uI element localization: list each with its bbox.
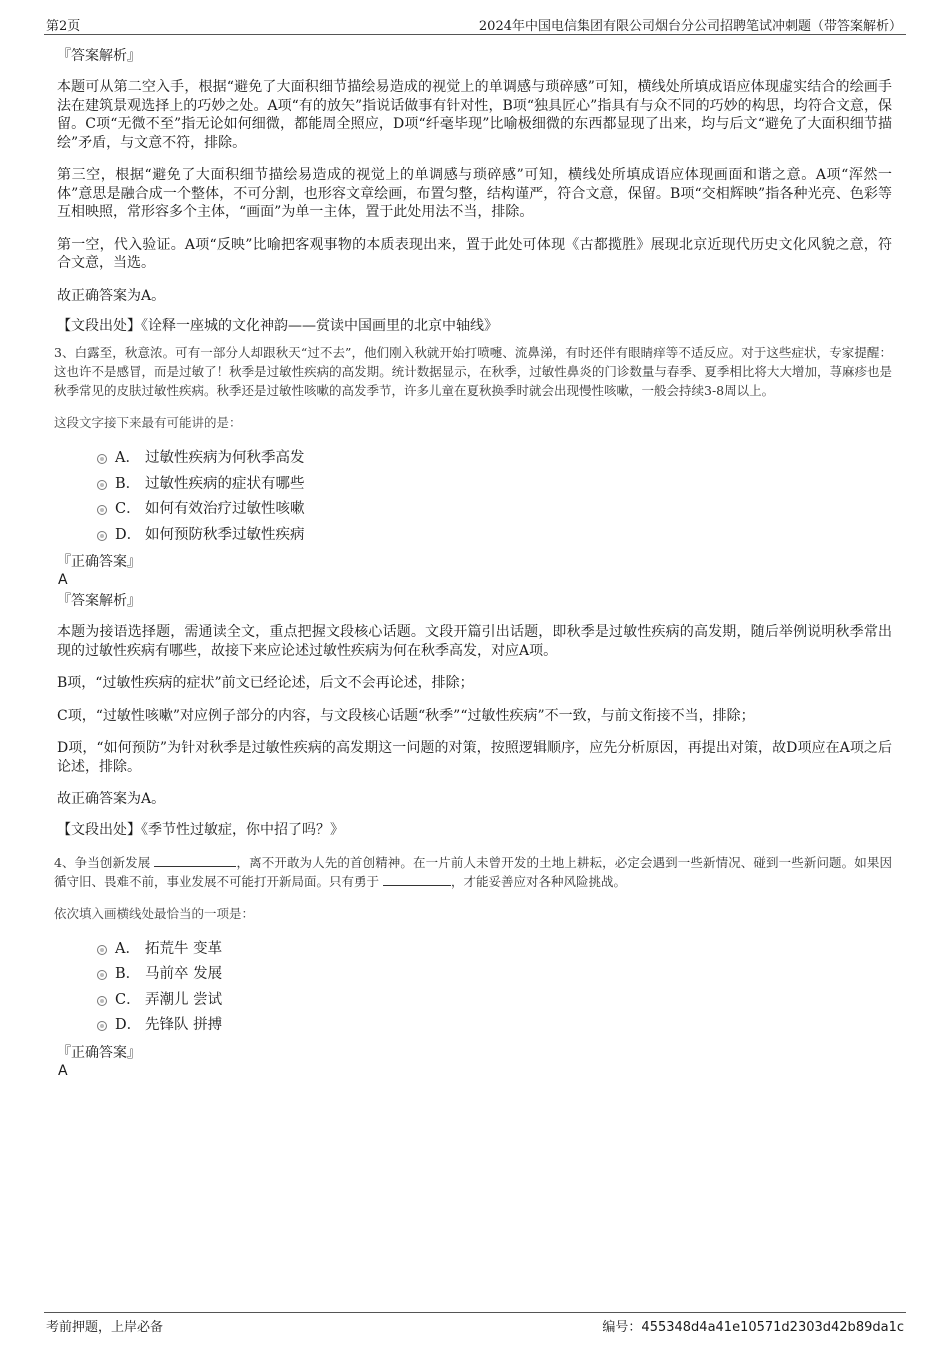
document-code: 编号：455348d4a41e10571d2303d42b89da1c — [602, 1320, 904, 1335]
question-4-prompt: 依次填入画横线处最恰当的一项是： — [54, 905, 255, 921]
fill-blank — [154, 854, 236, 867]
question-3-stem: 3、白露至，秋意浓。可有一部分人却跟秋天“过不去”，他们刚入秋就开始打喷嚏、流鼻涕，有时还伴有眼睛痒等不适反应。对于这些症状，专家提醒：这也许不是感冒，而是过敏了！秋季是过敏性疾病的高发期。统计数据显示，在秋季，过敏性鼻炎的门诊数量与春季、夏季相比将大大增加，荨麻疹也是秋季常见的皮肤过敏性疾病。秋季还是过敏性咳嗽的高发季节，许多儿童在夏秋换季时就会出现慢性咳嗽，一般会持续3-8周以上。 — [54, 345, 892, 398]
analysis-conclusion: 故正确答案为A。 — [57, 287, 166, 304]
correct-answer-label: 『正确答案』 — [57, 554, 141, 570]
radio-icon[interactable] — [97, 505, 107, 515]
radio-icon[interactable] — [97, 970, 107, 980]
analysis-paragraph: 本题可从第二空入手，根据“避免了大面积细节描绘易造成的视觉上的单调感与琐碎感”可知，横线处所填成语应体现虚实结合的绘画手法在建筑景观选择上的巧妙之处。A项“有的放矢”指说话做事有针对性，B项“独具匠心”指具有与众不同的巧妙的构思，均符合文意，保留。C项“无微不至”指无论如何细微，都能周全照应，D项“纤毫毕现”比喻极细微的东西都显现了出来，均与后文“避免了大面积细节描绘”矛盾，与文意不符，排除。 — [57, 79, 892, 151]
analysis-label: 『答案解析』 — [57, 593, 141, 609]
option-a[interactable]: A． 过敏性疾病为何秋季高发 — [97, 448, 892, 474]
analysis-paragraph: B项，“过敏性疾病的症状”前文已经论述，后文不会再论述，排除； — [57, 675, 474, 691]
radio-icon[interactable] — [97, 480, 107, 490]
page-footer — [44, 1312, 906, 1335]
analysis-conclusion: 故正确答案为A。 — [57, 791, 166, 807]
footer-slogan: 考前押题，上岸必备 — [46, 1320, 164, 1335]
source-citation: 【文段出处】《诠释一座城的文化神韵——赏读中国画里的北京中轴线》 — [57, 318, 498, 334]
correct-answer-value: A — [58, 572, 68, 588]
option-b[interactable]: B． 马前卒 发展 — [97, 964, 892, 990]
analysis-label: 『答案解析』 — [57, 48, 141, 64]
page-content — [54, 46, 892, 1080]
correct-answer-label: 『正确答案』 — [57, 1044, 141, 1061]
page-number: 第2页 — [46, 19, 81, 34]
radio-icon[interactable] — [97, 996, 107, 1006]
analysis-paragraph: C项，“过敏性咳嗽”对应例子部分的内容，与文段核心话题“秋季”“过敏性疾病”不一致，与前文衔接不当，排除； — [57, 707, 755, 724]
option-a[interactable]: A． 拓荒牛 变革 — [97, 939, 892, 965]
radio-icon[interactable] — [97, 1021, 107, 1031]
fill-blank — [383, 873, 451, 886]
source-citation: 【文段出处】《季节性过敏症，你中招了吗？》 — [57, 821, 344, 838]
question-3-options — [97, 448, 892, 550]
option-d[interactable]: D． 先锋队 拼搏 — [97, 1015, 892, 1041]
analysis-paragraph: D项，“如何预防”为针对秋季是过敏性疾病的高发期这一问题的对策，按照逻辑顺序，应先分析原因，再提出对策，故D项应在A项之后论述，排除。 — [57, 740, 892, 775]
analysis-paragraph: 本题为接语选择题，需通读全文，重点把握文段核心话题。文段开篇引出话题，即秋季是过敏性疾病的高发期，随后举例说明秋季常出现的过敏性疾病有哪些，故接下来应论述过敏性疾病为何在秋季高发，对应A项。 — [57, 624, 892, 659]
option-c[interactable]: C． 如何有效治疗过敏性咳嗽 — [97, 499, 892, 525]
radio-icon[interactable] — [97, 531, 107, 541]
question-4-stem: 4、争当创新发展 ，离不开敢为人先的首创精神。在一片前人未曾开发的土地上耕耘，必定会遇到一些新情况、碰到一些新问题。如果因循守旧、畏难不前，事业发展不可能打开新局面。只有勇于 ，才能妥善应对各种风险挑战。 — [54, 854, 892, 889]
analysis-paragraph: 第一空，代入验证。A项“反映”比喻把客观事物的本质表现出来，置于此处可体现《古都揽胜》展现北京近现代历史文化风貌之意，符合文意，当选。 — [57, 236, 892, 271]
option-d[interactable]: D． 如何预防秋季过敏性疾病 — [97, 525, 892, 551]
correct-answer-value: A — [58, 1062, 68, 1079]
radio-icon[interactable] — [97, 945, 107, 955]
option-b[interactable]: B． 过敏性疾病的症状有哪些 — [97, 474, 892, 500]
analysis-paragraph: 第三空，根据“避免了大面积细节描绘易造成的视觉上的单调感与琐碎感”可知，横线处所填成语应体现画面和谐之意。A项“浑然一体”意思是融合成一个整体，不可分割，也形容文章绘画，布置匀整，结构谨严，符合文意，保留。B项“交相辉映”指各种光亮、色彩等互相映照，常形容多个主体，“画面”为单一主体，置于此处用法不当，排除。 — [57, 167, 892, 220]
option-c[interactable]: C． 弄潮儿 尝试 — [97, 990, 892, 1016]
question-3-prompt: 这段文字接下来最有可能讲的是： — [54, 415, 242, 430]
page-header — [44, 14, 906, 35]
radio-icon[interactable] — [97, 454, 107, 464]
question-4-options — [97, 939, 892, 1041]
document-title: 2024年中国电信集团有限公司烟台分公司招聘笔试冲刺题（带答案解析） — [478, 19, 902, 34]
